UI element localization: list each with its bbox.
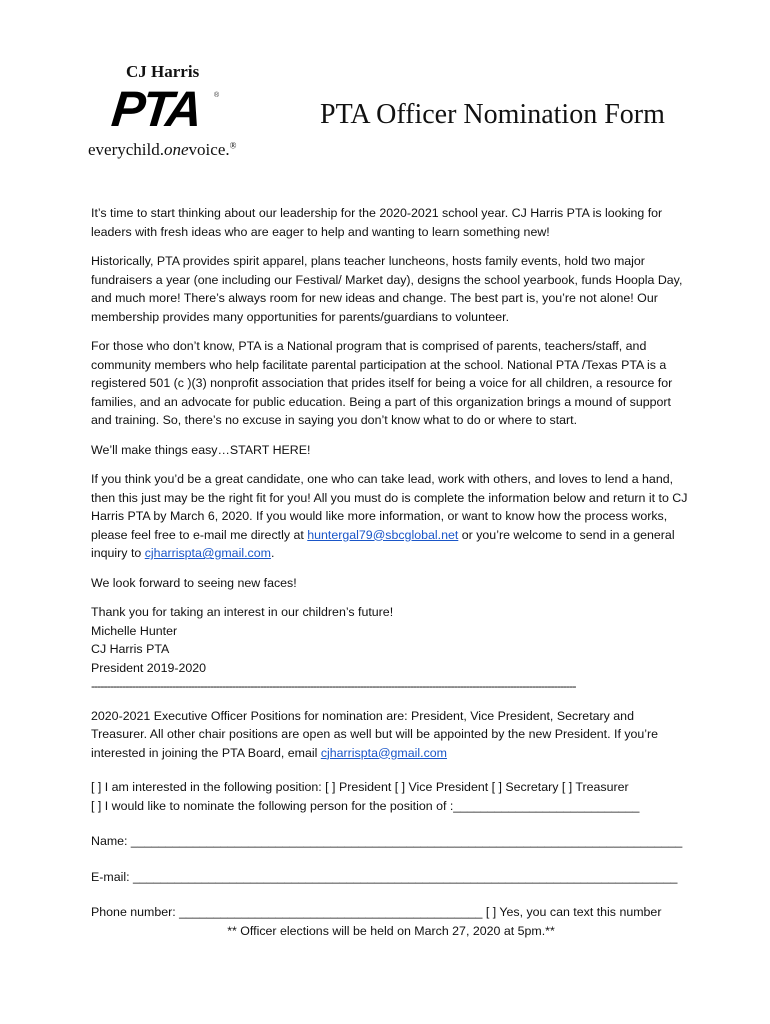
candidate-paragraph xyxy=(91,470,691,563)
divider-line: ----------------------------------------------------------------------------------------------------------------------------------------------------------- xyxy=(91,679,576,693)
tagline-part: voice. xyxy=(188,140,230,159)
start-here-paragraph: We’ll make things easy…START HERE! xyxy=(91,442,311,457)
logo-org-name: CJ Harris xyxy=(126,62,200,81)
about-pta-paragraph: For those who don’t know, PTA is a National program that is comprised of parents, teachers/staff, and community members who help facilitate parental participation at the school. National PTA /Texas PTA is a registered 501 (c )(3) nonprofit association that prides itself for being a voice for all children, a resource for families, and an advocate for public education. Being a part of this organization brings a mound of support and training. So, there’s no excuse in saying you don’t know what to do or where to start. xyxy=(91,339,673,427)
spacer xyxy=(91,886,691,903)
tagline-mark: ® xyxy=(229,140,237,151)
intro-paragraph: It’s time to start thinking about our leadership for the 2020-2021 school year. CJ Harris PTA is looking for leaders with fresh ideas who are eager to help and wanting to learn something new! xyxy=(91,206,663,239)
candidate-text: . xyxy=(270,546,275,560)
logo-pta-wordmark: PTA xyxy=(109,81,203,137)
elections-note: ** Officer elections will be held on March 27, 2020 at 5pm.** xyxy=(227,923,555,938)
tagline-part: one xyxy=(164,140,189,159)
history-paragraph: Historically, PTA provides spirit apparel, plans teacher luncheons, hosts family events, hold two major fundraisers a year (one including our Festival/ Market day), designs the school yearbook, funds Hoopla Day, and much more! There’s always room for new ideas and change. The best part is, you’re not alone! Our membership provides many opportunities for parents/guardians to volunteer. xyxy=(91,254,683,324)
pta-board-email-link[interactable]: cjharrispta@gmail.com xyxy=(320,745,448,760)
logo-registered-mark: ® xyxy=(214,92,220,99)
nominate-checkbox-line[interactable]: [ ] I would like to nominate the following person for the position of :___________________________ xyxy=(91,798,640,813)
cj-harris-pta-logo xyxy=(88,58,258,168)
positions-paragraph xyxy=(91,707,691,763)
phone-field[interactable]: Phone number: ____________________________________________ [ ] Yes, you can text this number xyxy=(91,905,662,919)
interest-checkbox-line[interactable]: [ ] I am interested in the following position: [ ] President [ ] Vice President [ ] Secretary [ ] Treasurer xyxy=(91,780,629,794)
page-title: PTA Officer Nomination Form xyxy=(320,99,665,130)
spacer xyxy=(91,815,691,832)
email-field[interactable]: E-mail: _______________________________________________________________________________ xyxy=(91,869,678,884)
closing-line: Thank you for taking an interest in our children’s future! xyxy=(91,605,394,619)
tagline-part: everychild. xyxy=(88,140,164,159)
look-forward-paragraph: We look forward to seeing new faces! xyxy=(91,575,297,590)
candidate-text: or you’re welcome to send in a general inquiry to xyxy=(91,527,675,560)
candidate-text: If you think you’d be a great candidate, one who can take lead, work with others, and loves to lend a hand, then this just may be the right fit for you! All you must do is complete the information below and return it to CJ Harris PTA by March 6, 2020. If you would like more information, or want to know how the process works, please feel free to e-mail me directly at xyxy=(91,472,688,542)
signer-org: CJ Harris PTA xyxy=(91,642,170,656)
logo-tagline xyxy=(88,140,236,160)
signer-name: Michelle Hunter xyxy=(91,623,178,638)
spacer xyxy=(91,762,691,778)
signer-title: President 2019-2020 xyxy=(91,660,207,675)
letter-body xyxy=(91,204,691,951)
president-email-link[interactable]: huntergal79@sbcglobal.net xyxy=(307,527,459,542)
spacer xyxy=(91,851,691,868)
pta-email-link[interactable]: cjharrispta@gmail.com xyxy=(144,546,271,560)
positions-text: 2020-2021 Executive Officer Positions for nomination are: President, Vice President, Secretary and Treasurer. All other chair positions are open as well but will be appointed by the new President. If you’re interested in joining the PTA Board, email xyxy=(91,708,659,760)
name-field[interactable]: Name: ________________________________________________________________________________ xyxy=(91,834,683,848)
